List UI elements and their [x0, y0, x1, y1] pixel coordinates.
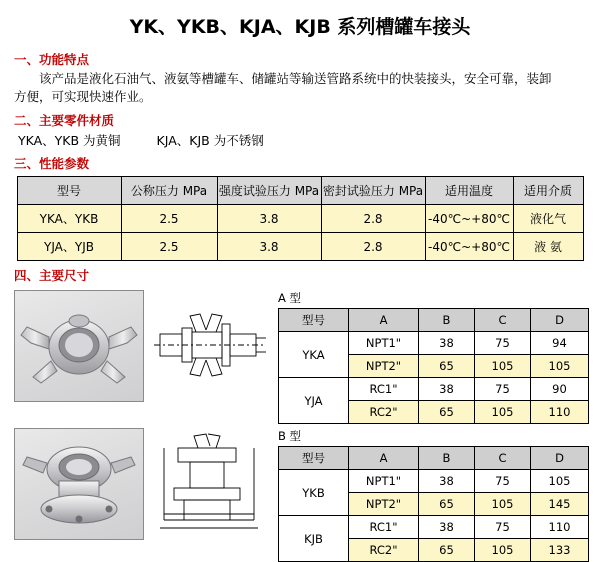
- material-brass-text: YKA、YKB 为黄铜: [18, 133, 121, 149]
- dimB-r2-c3: 75: [475, 516, 531, 539]
- dimension-table-b-wrap: [278, 428, 589, 562]
- dimB-r0-c1: NPT1": [349, 470, 419, 493]
- perf-header-2: 强度试验压力 MPa: [217, 177, 321, 205]
- dimB-r3-c2: 65: [419, 539, 475, 562]
- dimension-table-a-wrap: [278, 290, 589, 424]
- perf-r0-c2: 3.8: [217, 205, 321, 233]
- dimension-table-b: [278, 446, 589, 562]
- perf-r1-c4: -40℃~+80℃: [425, 233, 513, 261]
- dimA-r2-c1: RC1": [349, 378, 419, 401]
- dimension-row-a: [14, 290, 600, 424]
- table-row: [279, 378, 589, 401]
- perf-header-5: 适用介质: [513, 177, 583, 205]
- perf-header-3: 密封试验压力 MPa: [321, 177, 425, 205]
- dimA-header-1: A: [349, 309, 419, 332]
- dimB-r3-c1: RC2": [349, 539, 419, 562]
- dimB-r0-c3: 75: [475, 470, 531, 493]
- dimB-header-4: D: [531, 447, 589, 470]
- table-row: [17, 205, 583, 233]
- dimB-model-ykb: YKB: [279, 470, 349, 516]
- dimB-r0-c4: 105: [531, 470, 589, 493]
- perf-header-1: 公称压力 MPa: [121, 177, 217, 205]
- dimA-model-yka: YKA: [279, 332, 349, 378]
- dimB-header-2: B: [419, 447, 475, 470]
- perf-r1-c5: 液 氨: [513, 233, 583, 261]
- dimA-r3-c1: RC2": [349, 401, 419, 424]
- section-heading-performance: 三、性能参数: [14, 156, 90, 172]
- perf-r1-c3: 2.8: [321, 233, 425, 261]
- dimA-r3-c3: 105: [475, 401, 531, 424]
- dimA-r2-c2: 38: [419, 378, 475, 401]
- table-row: [279, 516, 589, 539]
- perf-header-4: 适用温度: [425, 177, 513, 205]
- dimA-model-yja: YJA: [279, 378, 349, 424]
- dimB-model-kjb: KJB: [279, 516, 349, 562]
- table-header-row: [279, 309, 589, 332]
- dimA-r3-c2: 65: [419, 401, 475, 424]
- dimB-r2-c1: RC1": [349, 516, 419, 539]
- dimensions-area: [0, 290, 600, 562]
- performance-table: [17, 176, 584, 261]
- perf-header-0: 型号: [17, 177, 121, 205]
- coupling-photo-a: [14, 290, 144, 402]
- dimB-header-0: 型号: [279, 447, 349, 470]
- dimB-r1-c3: 105: [475, 493, 531, 516]
- table-header-row: [17, 177, 583, 205]
- features-paragraph-line1: 该产品是液化石油气、液氨等槽罐车、储罐站等输送管路系统中的快装接头，安全可靠，装卸: [39, 71, 552, 86]
- features-paragraph-line2: 方便，可实现快速作业。: [14, 89, 152, 105]
- dimB-r3-c3: 105: [475, 539, 531, 562]
- dimA-r2-c4: 90: [531, 378, 589, 401]
- page-title: YK、YKB、KJA、KJB 系列槽罐车接头: [129, 16, 471, 38]
- perf-r0-c3: 2.8: [321, 205, 425, 233]
- dimA-r1-c4: 105: [531, 355, 589, 378]
- table-row: [17, 233, 583, 261]
- dimB-r1-c2: 65: [419, 493, 475, 516]
- coupling-drawing-b: [150, 428, 270, 538]
- dimension-table-a-caption: A 型: [278, 291, 302, 306]
- coupling-drawing-a: [150, 290, 270, 400]
- perf-r0-c4: -40℃~+80℃: [425, 205, 513, 233]
- dimA-r1-c1: NPT2": [349, 355, 419, 378]
- dimB-r2-c4: 110: [531, 516, 589, 539]
- dimA-header-3: C: [475, 309, 531, 332]
- dimA-header-4: D: [531, 309, 589, 332]
- dimension-table-a: [278, 308, 589, 424]
- perf-r1-c2: 3.8: [217, 233, 321, 261]
- dimB-header-3: C: [475, 447, 531, 470]
- dimA-r0-c3: 75: [475, 332, 531, 355]
- dimB-r3-c4: 133: [531, 539, 589, 562]
- dimB-header-1: A: [349, 447, 419, 470]
- perf-r1-c0: YJA、YJB: [17, 233, 121, 261]
- perf-r0-c5: 液化气: [513, 205, 583, 233]
- perf-r0-c0: YKA、YKB: [17, 205, 121, 233]
- materials-line: [18, 131, 600, 149]
- dimA-r3-c4: 110: [531, 401, 589, 424]
- dimB-r1-c4: 145: [531, 493, 589, 516]
- dimension-table-b-caption: B 型: [278, 429, 302, 444]
- dimA-r0-c4: 94: [531, 332, 589, 355]
- dimA-r1-c2: 65: [419, 355, 475, 378]
- dimA-header-0: 型号: [279, 309, 349, 332]
- dimA-r2-c3: 75: [475, 378, 531, 401]
- table-header-row: [279, 447, 589, 470]
- dimA-r0-c1: NPT1": [349, 332, 419, 355]
- dimension-row-b: [14, 428, 600, 562]
- section-heading-materials: 二、主要零件材质: [14, 113, 115, 129]
- dimB-r1-c1: NPT2": [349, 493, 419, 516]
- section-heading-features: 一、功能特点: [14, 52, 90, 67]
- dimA-r1-c3: 105: [475, 355, 531, 378]
- perf-r1-c1: 2.5: [121, 233, 217, 261]
- section-heading-dimensions: 四、主要尺寸: [14, 268, 90, 284]
- dimB-r2-c2: 38: [419, 516, 475, 539]
- table-row: [279, 470, 589, 493]
- material-stainless-text: KJA、KJB 为不锈钢: [156, 133, 264, 149]
- dimB-r0-c2: 38: [419, 470, 475, 493]
- table-row: [279, 332, 589, 355]
- perf-r0-c1: 2.5: [121, 205, 217, 233]
- coupling-photo-b: [14, 428, 144, 540]
- dimA-r0-c2: 38: [419, 332, 475, 355]
- dimA-header-2: B: [419, 309, 475, 332]
